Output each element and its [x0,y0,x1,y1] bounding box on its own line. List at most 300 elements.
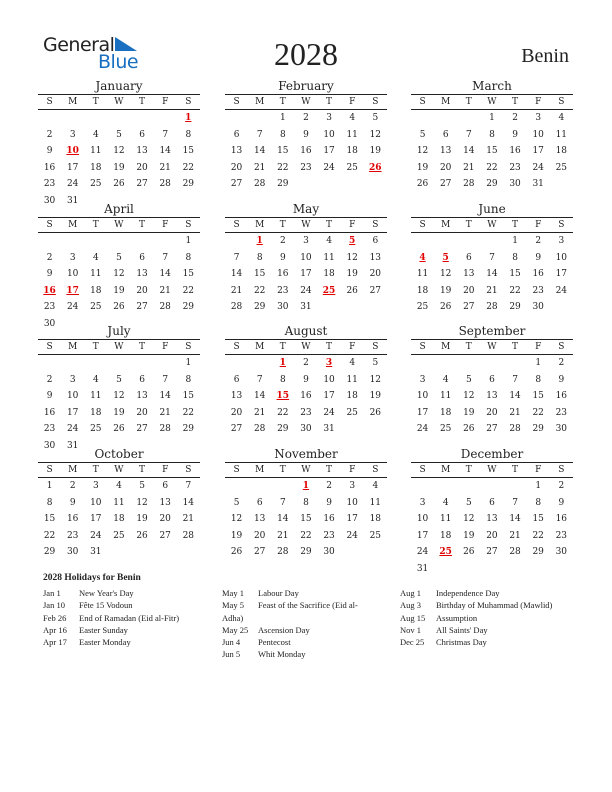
day: 6 [372,236,379,246]
day: 2 [46,252,53,263]
day: 5 [116,374,122,385]
day: 7 [162,129,169,140]
weekday-header [411,339,573,355]
holidays-title: 2028 Holidays for Benin [43,573,141,583]
day: 30 [555,424,568,434]
day: 23 [300,162,312,173]
empty-cell [107,110,130,127]
empty-cell [84,110,107,127]
holiday-item [43,599,218,611]
day: 26 [369,407,382,418]
day: 6 [442,129,449,140]
day: 12 [113,146,125,156]
day: 13 [230,146,243,156]
holiday-item [222,636,397,648]
day: 25 [113,530,125,541]
holiday-name: New Year's Day [79,588,134,598]
day: 22 [300,530,312,541]
day: 28 [253,424,266,434]
holiday-item [400,624,575,636]
holiday-day: 26 [369,162,382,173]
day: 17 [555,269,568,279]
day: 21 [509,530,521,541]
day: 15 [182,269,195,279]
day: 15 [532,514,544,524]
weekday-label: M [441,220,451,230]
day: 7 [256,374,263,385]
day: 3 [92,481,99,491]
day: 30 [66,547,79,557]
day: 26 [463,424,475,434]
day: 4 [92,374,99,385]
day: 13 [253,514,266,524]
weekday-label: S [185,342,192,352]
empty-cell [411,478,434,495]
day: 20 [136,162,148,173]
day: 8 [279,129,286,140]
day: 13 [439,146,452,156]
day: 14 [486,269,498,279]
day: 2 [535,236,542,246]
day-grid [38,478,200,561]
empty-cell [434,478,457,495]
weekday-label: T [139,97,146,107]
day-grid [225,478,387,561]
day: 13 [136,146,148,156]
day: 12 [113,269,125,279]
empty-cell [411,233,434,250]
holiday-item [400,587,575,599]
holiday-item [222,599,397,611]
day: 22 [253,285,266,296]
day: 22 [509,285,521,296]
day: 17 [416,407,429,418]
empty-cell [457,355,480,372]
day: 3 [69,374,76,385]
weekday-label: T [139,465,146,475]
holiday-date: Feb 26 [43,612,67,623]
day: 27 [253,547,266,557]
day: 4 [349,113,356,123]
holiday-column [43,587,218,648]
day: 24 [416,424,429,434]
day: 9 [46,269,53,279]
year-title: 2028 [274,36,338,72]
day: 6 [489,374,495,385]
weekday-label: T [512,465,519,475]
holiday-day: 3 [325,358,333,368]
weekday-label: W [114,220,124,230]
day: 20 [486,530,498,541]
empty-cell [154,233,177,250]
month-name: June [478,202,506,216]
day: 12 [369,129,382,140]
holiday-date: Aug 1 [400,588,422,598]
day: 27 [369,285,382,296]
day: 8 [512,252,518,263]
empty-cell [61,355,84,372]
weekday-header [38,339,200,355]
holiday-day: 4 [419,252,426,263]
day: 8 [279,374,286,385]
empty-cell [61,110,84,127]
weekday-label: T [92,220,99,230]
day: 3 [558,236,565,246]
day: 31 [532,179,544,189]
day: 27 [136,179,148,189]
weekday-label: T [326,97,333,107]
day: 18 [439,407,452,418]
day: 4 [372,481,379,491]
day-grid [411,110,573,193]
holiday-name: Easter Sunday [79,624,128,635]
day: 11 [90,146,102,156]
day: 26 [230,547,243,557]
day-grid [411,233,573,316]
empty-cell [131,355,154,372]
day: 17 [323,391,335,401]
weekday-label: T [465,342,472,352]
day: 21 [159,407,171,418]
empty-cell [271,478,294,495]
day: 18 [90,285,102,296]
day: 20 [230,407,243,418]
day: 15 [277,146,289,156]
day: 5 [419,129,426,140]
day: 11 [90,391,102,401]
weekday-label: M [441,342,451,352]
month-name: March [472,79,512,93]
day: 29 [532,547,544,557]
day: 23 [532,285,544,296]
day: 3 [535,113,542,123]
empty-cell [434,110,457,127]
day: 30 [277,302,289,312]
day: 6 [256,497,263,508]
weekday-label: T [279,465,286,475]
day: 29 [300,547,312,557]
day: 10 [300,252,312,263]
weekday-header [225,462,387,478]
weekday-label: S [233,465,240,475]
day: 18 [439,530,452,541]
day: 26 [416,179,429,189]
day-grid [225,233,387,316]
holiday-date: Nov 1 [400,624,422,635]
day: 9 [279,252,286,263]
weekday-label: S [46,342,53,352]
day: 19 [463,407,475,418]
day: 23 [43,302,56,312]
holiday-day: 10 [66,146,79,156]
weekday-header [225,217,387,233]
day: 10 [416,391,429,401]
empty-cell [61,233,84,250]
day: 13 [369,252,382,263]
month-name: January [95,79,143,93]
weekday-header [411,217,573,233]
weekday-label: M [255,97,265,107]
holiday-date: May 1 [222,588,244,598]
day: 30 [300,424,312,434]
weekday-header [411,462,573,478]
month-name: August [284,324,328,338]
holiday-name: Easter Monday [79,637,131,648]
day: 2 [303,113,309,123]
day: 5 [465,497,472,508]
empty-cell [480,355,503,372]
day: 18 [416,285,429,296]
day: 11 [439,391,452,401]
day: 25 [555,162,568,173]
day: 16 [323,514,335,524]
day: 22 [182,407,195,418]
empty-cell [480,478,503,495]
holiday-column [222,587,397,661]
weekday-header [38,217,200,233]
weekday-label: S [233,97,240,107]
empty-cell [225,233,248,250]
day: 29 [486,179,498,189]
day: 21 [253,407,266,418]
day: 21 [486,285,498,296]
day: 7 [162,252,169,263]
day: 12 [369,374,382,385]
holiday-name: End of Ramadan (Eid al-Fitr) [79,612,180,623]
day: 22 [486,162,498,173]
day: 30 [43,195,56,206]
month-august [225,323,387,438]
weekday-label: M [68,342,78,352]
day: 28 [463,179,475,189]
holiday-item [222,612,397,624]
day: 10 [323,374,335,385]
day: 29 [532,424,544,434]
day: 23 [43,424,56,434]
month-july [38,323,200,454]
day: 28 [230,302,243,312]
day: 25 [90,302,102,312]
weekday-label: S [46,97,53,107]
day: 13 [159,497,171,508]
day: 12 [230,514,243,524]
day: 9 [69,497,76,508]
day: 20 [136,407,148,418]
holiday-day: 1 [256,236,263,246]
weekday-label: S [233,342,240,352]
day: 20 [463,285,475,296]
weekday-header [225,94,387,110]
day: 5 [372,358,379,368]
empty-cell [457,110,480,127]
holiday-date: Dec 25 [400,637,425,648]
day: 10 [323,129,335,140]
day: 20 [159,514,171,524]
day: 3 [69,129,76,140]
day: 30 [43,318,56,329]
weekday-label: T [512,342,519,352]
day: 8 [303,497,309,508]
day: 10 [416,514,429,524]
day: 22 [532,407,544,418]
day: 28 [486,302,498,312]
day: 6 [139,252,145,263]
day: 11 [439,514,452,524]
day: 19 [113,162,125,173]
day: 13 [463,269,475,279]
day: 13 [230,391,243,401]
holiday-day: 1 [279,358,286,368]
weekday-label: T [326,465,333,475]
day: 17 [323,146,335,156]
day: 29 [277,424,289,434]
month-name: April [104,202,134,216]
holiday-date: May 5 [222,600,244,611]
weekday-label: W [487,220,497,230]
weekday-label: S [558,465,565,475]
holiday-date: Jun 5 [222,649,241,660]
day: 14 [159,391,171,401]
weekday-label: S [185,465,192,475]
day: 12 [463,514,475,524]
weekday-label: W [114,342,124,352]
day: 5 [116,129,122,140]
day: 16 [555,514,568,524]
day: 24 [90,530,102,541]
day: 19 [369,391,382,401]
day: 29 [277,179,289,189]
holiday-date: Aug 15 [400,612,426,623]
month-september [411,323,573,438]
weekday-label: T [512,97,519,107]
weekday-label: F [349,342,356,352]
day: 30 [532,302,544,312]
weekday-label: T [465,465,472,475]
holiday-item [43,636,218,648]
empty-cell [225,478,248,495]
day: 24 [300,285,312,296]
empty-cell [248,478,271,495]
day: 21 [277,530,289,541]
day: 25 [90,424,102,434]
day: 2 [558,358,565,368]
month-january [38,78,200,209]
day: 8 [535,497,542,508]
day: 25 [416,302,429,312]
day: 29 [509,302,521,312]
month-april [38,201,200,332]
day: 6 [162,481,169,491]
day: 6 [489,497,495,508]
holiday-name: Assumption [436,612,478,623]
empty-cell [84,355,107,372]
day: 28 [509,424,521,434]
day: 6 [233,129,240,140]
day: 18 [555,146,568,156]
day: 25 [369,530,382,541]
day: 11 [346,129,358,140]
weekday-label: W [301,97,311,107]
day: 20 [486,407,498,418]
weekday-label: S [233,220,240,230]
day-grid [38,355,200,454]
day: 1 [279,113,286,123]
day: 17 [300,269,312,279]
day: 13 [486,391,498,401]
day-grid [225,110,387,193]
day: 23 [300,407,312,418]
weekday-label: W [301,342,311,352]
day: 19 [369,146,382,156]
weekday-label: M [68,465,78,475]
day: 12 [463,391,475,401]
weekday-label: S [46,465,53,475]
day: 22 [532,530,544,541]
holiday-item [222,624,397,636]
day: 6 [233,374,240,385]
day: 8 [185,252,192,263]
day: 30 [509,179,521,189]
day: 11 [346,374,358,385]
weekday-label: M [255,220,265,230]
day: 31 [66,440,79,451]
day: 26 [113,424,125,434]
day: 27 [486,424,498,434]
weekday-label: M [255,342,265,352]
day: 6 [465,252,472,263]
holiday-name: Pentecost [258,637,291,648]
day: 1 [512,236,518,246]
day: 15 [182,146,195,156]
day: 19 [463,530,475,541]
holiday-date: May 25 [222,624,249,635]
day: 5 [465,374,472,385]
holiday-day: 1 [302,481,310,491]
day: 14 [509,514,521,524]
day: 20 [439,162,452,173]
day: 18 [369,514,382,524]
weekday-label: T [279,97,286,107]
weekday-label: S [419,220,426,230]
day: 12 [113,391,125,401]
day: 27 [439,179,452,189]
day: 14 [463,146,475,156]
day: 28 [509,547,521,557]
empty-cell [154,110,177,127]
day-grid [38,110,200,209]
holiday-date: Adha) [222,612,244,623]
day: 29 [182,179,195,189]
weekday-label: F [349,220,356,230]
day: 8 [535,374,542,385]
month-october [38,446,200,561]
day: 11 [416,269,429,279]
empty-cell [154,355,177,372]
day: 4 [442,374,449,385]
month-name: May [292,202,320,216]
weekday-label: T [139,220,146,230]
empty-cell [107,355,130,372]
day: 13 [136,391,148,401]
empty-cell [38,110,61,127]
day: 21 [509,407,521,418]
day: 15 [182,391,195,401]
month-name: December [460,447,524,461]
weekday-label: F [162,220,169,230]
day: 11 [90,269,102,279]
day: 24 [346,530,358,541]
day: 3 [69,252,76,263]
